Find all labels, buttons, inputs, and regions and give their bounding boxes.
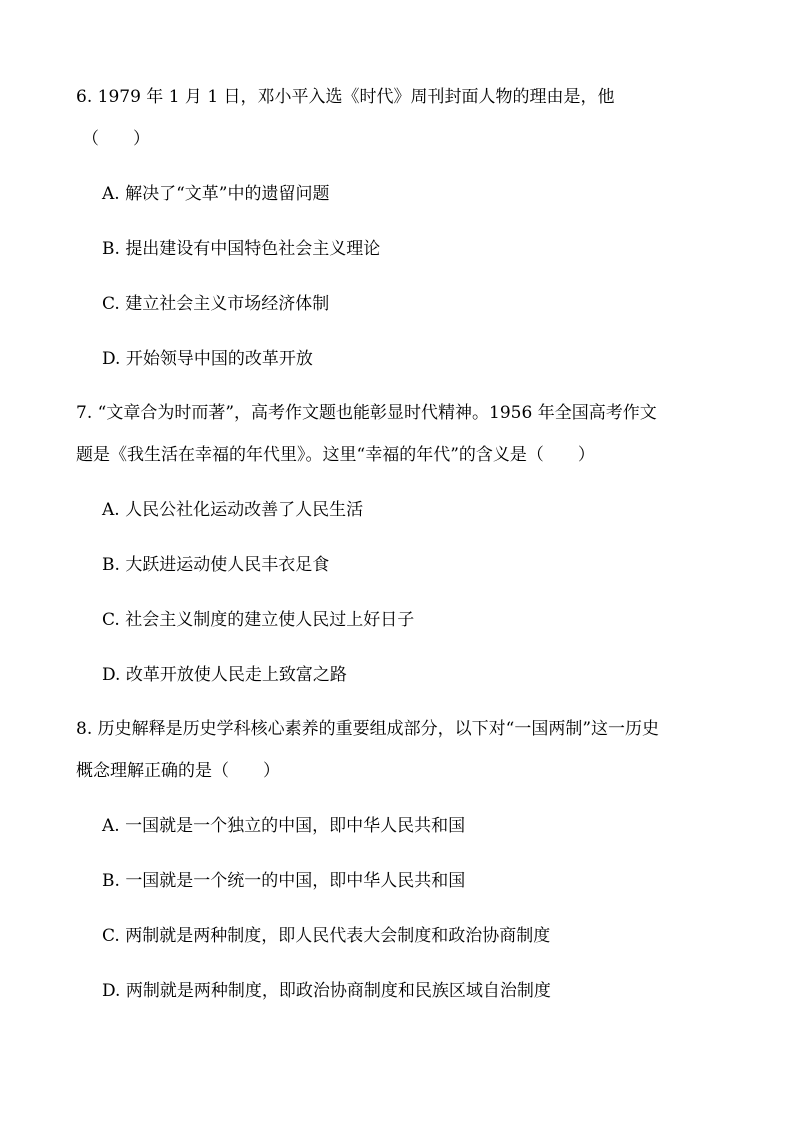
question-7-number: 7. [76, 403, 93, 423]
option-text: 改革开放使人民走上致富之路 [125, 665, 347, 685]
option-letter: D. [102, 665, 121, 685]
option-letter: B. [102, 555, 120, 575]
option-text: 人民公社化运动改善了人民生活 [125, 500, 364, 520]
question-7-option-a [102, 498, 363, 522]
option-letter: A. [102, 500, 120, 520]
option-letter: A. [102, 816, 120, 836]
question-7-stem-text: “文章合为时而著”，高考作文题也能彰显时代精神。1956 年全国高考作文 [97, 403, 657, 423]
question-7-option-d [102, 663, 347, 687]
option-letter: B. [102, 239, 120, 259]
option-text: 开始领导中国的改革开放 [125, 349, 313, 369]
option-text: 解决了“文革”中的遗留问题 [125, 184, 330, 204]
question-8-stem-text: 历史解释是历史学科核心素养的重要组成部分，以下对“一国两制”这一历史 [97, 719, 660, 739]
option-text: 建立社会主义市场经济体制 [125, 294, 330, 314]
question-6-option-c [102, 292, 329, 316]
option-letter: D. [102, 349, 121, 369]
option-letter: C. [102, 926, 120, 946]
question-6-stem-line1 [76, 85, 615, 109]
option-text: 社会主义制度的建立使人民过上好日子 [125, 610, 415, 630]
option-letter: A. [102, 184, 120, 204]
question-6-option-a [102, 182, 329, 206]
option-text: 两制就是两种制度，即人民代表大会制度和政治协商制度 [125, 926, 551, 946]
option-letter: C. [102, 294, 120, 314]
option-text: 两制就是两种制度，即政治协商制度和民族区域自治制度 [125, 981, 551, 1001]
option-text: 提出建设有中国特色社会主义理论 [125, 239, 381, 259]
question-8-option-d [102, 979, 551, 1003]
question-8-option-c [102, 924, 550, 948]
option-letter: C. [102, 610, 120, 630]
question-8-stem-line1 [76, 717, 659, 741]
question-6-option-b [102, 237, 380, 261]
option-letter: D. [102, 981, 121, 1001]
question-8-option-a [102, 814, 465, 838]
question-6-option-d [102, 347, 313, 371]
option-text: 一国就是一个独立的中国，即中华人民共和国 [125, 816, 466, 836]
option-text: 大跃进运动使人民丰衣足食 [125, 555, 330, 575]
question-7-option-b [102, 553, 329, 577]
option-letter: B. [102, 871, 120, 891]
question-7-stem-line1 [76, 401, 657, 425]
question-8-number: 8. [76, 719, 93, 739]
question-7-stem-line2: 题是《我生活在幸福的年代里》。这里“幸福的年代”的含义是（ ） [76, 445, 595, 465]
question-8-stem-line2: 概念理解正确的是（ ） [76, 761, 280, 781]
question-7-option-c [102, 608, 414, 632]
question-6-stem-text: 1979 年 1 月 1 日，邓小平入选《时代》周刊封面人物的理由是，他 [97, 87, 615, 107]
question-8-option-b [102, 869, 465, 893]
option-text: 一国就是一个统一的中国，即中华人民共和国 [125, 871, 466, 891]
question-6-number: 6. [76, 87, 93, 107]
question-6-answer-bracket: （ ） [82, 129, 150, 149]
